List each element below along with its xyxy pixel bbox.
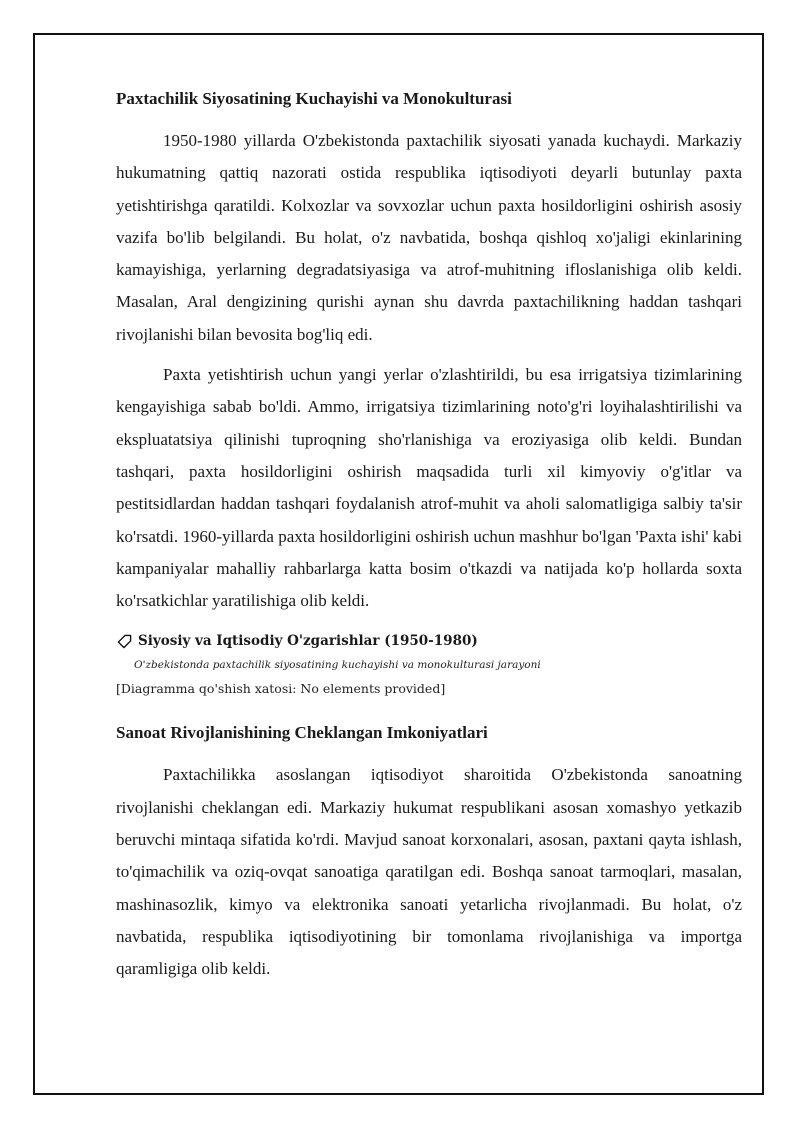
figure-block [116,631,742,698]
figure-title-text: Siyosiy va Iqtisodiy O'zgarishlar (1950-1980) [138,633,478,650]
document-content [116,86,742,994]
paragraph: 1950-1980 yillarda O'zbekistonda paxtachilik siyosati yanada kuchaydi. Markaziy hukumatning qattiq nazorati ostida respublika iqtisodiyoti deyarli butunlay paxta yetishtirishga qaratildi. Kolxozlar va sovxozlar uchun paxta hosildorligini oshirish asosiy vazifa bo'lib belgilandi. Bu holat, o'z navbatida, boshqa qishloq xo'jaligi ekinlarining kamayishiga, yerlarning degradatsiyasiga va atrof-muhitning ifloslanishiga olib keldi. Masalan, Aral dengizining qurishi aynan shu davrda paxtachilikning haddan tashqari rivojlanishi bilan bevosita bog'liq edi. [116,131,742,344]
figure-subtitle: O'zbekistonda paxtachilik siyosatining kuchayishi va monokulturasi jarayoni [134,659,541,672]
paragraph: Paxtachilikka asoslangan iqtisodiyot sharoitida O'zbekistonda sanoatning rivojlanishi cheklangan edi. Markaziy hukumat respublikani asosan xomashyo yetkazib beruvchi mintaqa sifatida ko'rdi. Mavjud sanoat korxonalari, asosan, paxtani qayta ishlash, to'qimachilik va oziq-ovqat sanoatiga qaratilgan edi. Boshqa sanoat tarmoqlari, masalan, mashinasozlik, kimyo va elektronika sanoati yetarlicha rivojlanmadi. Bu holat, o'z navbatida, respublika iqtisodiyotining bir tomonlama rivojlanishiga va importga qaramligiga olib keldi. [116,765,742,979]
section-heading-industry: Sanoat Rivojlanishining Cheklangan Imkoniyatlari [116,723,488,743]
diagram-error-message: [Diagramma qo'shish xatosi: No elements provided] [116,681,446,697]
figure-title [116,631,742,651]
section-heading-cotton-policy: Paxtachilik Siyosatining Kuchayishi va Monokulturasi [116,89,512,108]
tag-icon [117,634,132,649]
section-industry [116,720,742,985]
paragraph: Paxta yetishtirish uchun yangi yerlar o'zlashtirildi, bu esa irrigatsiya tizimlarining kengayishiga sabab bo'ldi. Ammo, irrigatsiya tizimlarining noto'g'ri loyihalashtirilishi va ekspluatatsiya qilinishi tuproqning sho'rlanishiga va eroziyasiga olib keldi. Bundan tashqari, paxta hosildorligini oshirish maqsadida turli xil kimyoviy o'g'itlar va pestitsidlardan haddan tashqari foydalanish atrof-muhit va aholi salomatligiga salbiy ta'sir ko'rsatdi. 1960-yillarda paxta hosildorligini oshirish uchun mashhur bo'lgan 'Paxta ishi' kabi kampaniyalar mahalliy rahbarlarga katta bosim o'tkazdi va natijada ko'p hollarda soxta ko'rsatkichlar yaratilishiga olib keldi. [116,365,742,611]
